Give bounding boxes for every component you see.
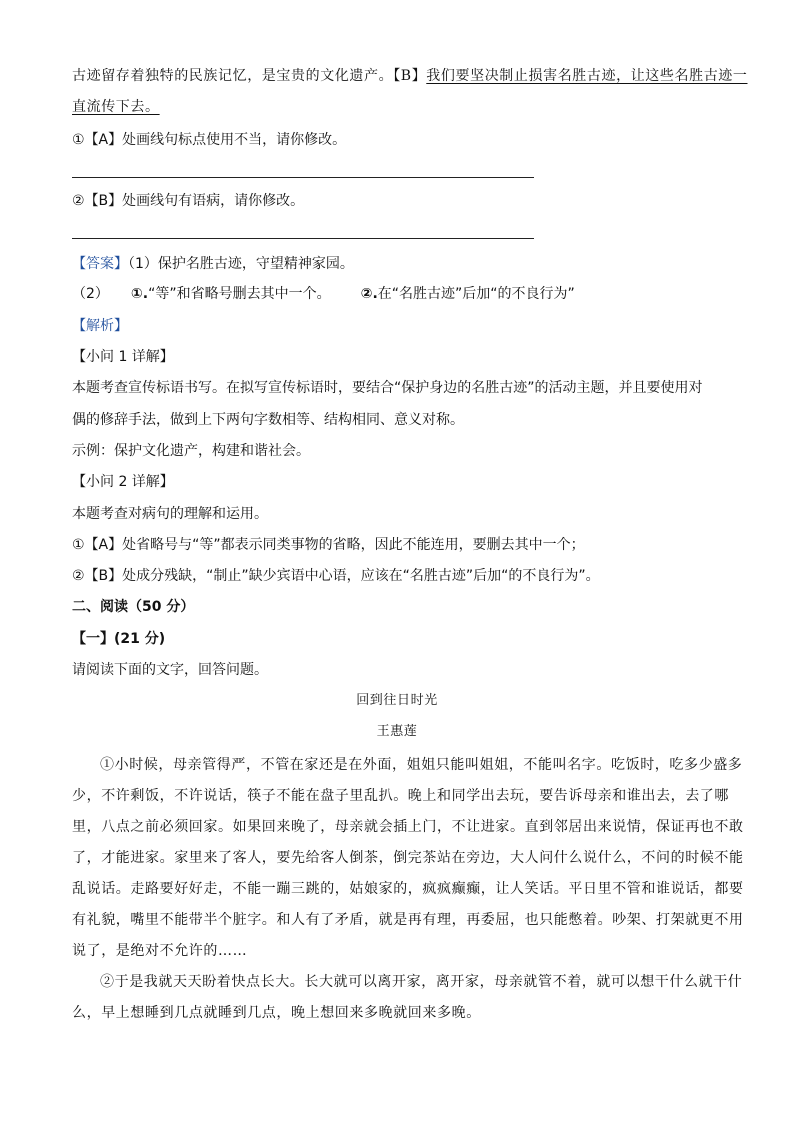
article-line: ②于是我就天天盼着快点长大。长大就可以离开家，离开家，母亲就管不着，就可以想干什么就干什 — [100, 974, 743, 990]
answer-blank-b[interactable] — [72, 238, 534, 239]
sub1-title: 【小问 1 详解】 — [72, 349, 174, 365]
article-line: 么，早上想睡到几点就睡到几点，晚上想回来多晚就回来多晚。 — [72, 1005, 481, 1021]
sub2-paragraph-line: ②【B】处成分残缺，“制止”缺少宾语中心语，应该在“名胜古迹”后加“的不良行为”。 — [72, 568, 600, 584]
section-heading: 二、阅读（50 分） — [72, 599, 195, 615]
article-line: 有礼貌，嘴里不能带半个脏字。和人有了矛盾，就是再有理，再委屈，也只能憋着。吵架、打架就更不用 — [72, 912, 744, 928]
underlined-sentence-b: 我们要坚决制止损害名胜古迹，让这些名胜古迹一 — [426, 68, 748, 84]
answer-blank-a[interactable] — [72, 177, 534, 178]
reading-instruction: 请阅读下面的文字，回答问题。 — [72, 662, 268, 678]
part-heading: 【一】(21 分) — [72, 631, 166, 647]
article-line: 里，八点之前必须回家。如果回来晚了，母亲就会插上门，不让进家。直到邻居出来说情，保证再也不敢 — [72, 819, 744, 835]
article-line: 说了，是绝对不允许的…… — [72, 943, 248, 959]
marker-b: 【B】 — [393, 68, 427, 84]
article-title: 回到往日时光 — [356, 693, 438, 708]
question-a: ①【A】处画线句标点使用不当，请你修改。 — [72, 132, 347, 148]
sub2-paragraph-line: 本题考查对病句的理解和运用。 — [72, 506, 268, 522]
answer-mark-1: ①. — [130, 286, 149, 302]
passage-text: 古迹留存着独特的民族记忆，是宝贵的文化遗产。 — [72, 68, 394, 84]
answer-line-1 — [72, 254, 722, 274]
answer-item-2a: “等”和省略号删去其中一个。 — [148, 286, 331, 302]
article-author: 王惠莲 — [376, 724, 418, 739]
sub1-paragraph-line: 偶的修辞手法，做到上下两句字数相等、结构相同、意义对称。 — [72, 412, 464, 428]
question-b: ②【B】处画线句有语病，请你修改。 — [72, 193, 305, 209]
article-line: 乱说话。走路要好好走，不能一蹦三跳的，姑娘家的，疯疯癫癫，让人笑话。平日里不管和谁说话，都要 — [72, 881, 744, 897]
sub1-example: 示例：保护文化遗产，构建和谐社会。 — [72, 443, 310, 459]
sub2-paragraph-line: ①【A】处省略号与“等”都表示同类事物的省略，因此不能连用，要删去其中一个； — [72, 537, 585, 553]
passage-line — [72, 66, 748, 86]
answer-label: 【答案】 — [72, 256, 128, 272]
answer-item-2-num: （2） — [72, 286, 109, 302]
answer-mark-2: ②. — [360, 286, 378, 302]
article-line: 少，不许剩饭，不许说话，筷子不能在盘子里乱扒。晚上和同学出去玩，要告诉母亲和谁出去，去了哪 — [72, 788, 729, 804]
passage-line — [72, 97, 722, 117]
sub2-title: 【小问 2 详解】 — [72, 474, 174, 490]
sub1-paragraph-line: 本题考查宣传标语书写。在拟写宣传标语时，要结合“保护身边的名胜古迹”的活动主题，并且要使用对 — [72, 380, 703, 396]
answer-line-2 — [72, 284, 722, 304]
analysis-label: 【解析】 — [72, 318, 128, 334]
answer-item-2b: 在“名胜古迹”后加“的不良行为” — [377, 286, 575, 302]
article-line: 了，才能进家。家里来了客人，要先给客人倒茶，倒完茶站在旁边，大人问什么说什么，不问的时候不能 — [72, 850, 744, 866]
answer-item-1: （1）保护名胜古迹，守望精神家园。 — [128, 256, 354, 272]
underlined-sentence-b-end: 直流传下去。 — [72, 99, 160, 115]
article-line: ①小时候，母亲管得严，不管在家还是在外面，姐姐只能叫姐姐，不能叫名字。吃饭时，吃多少盛多 — [100, 757, 743, 773]
